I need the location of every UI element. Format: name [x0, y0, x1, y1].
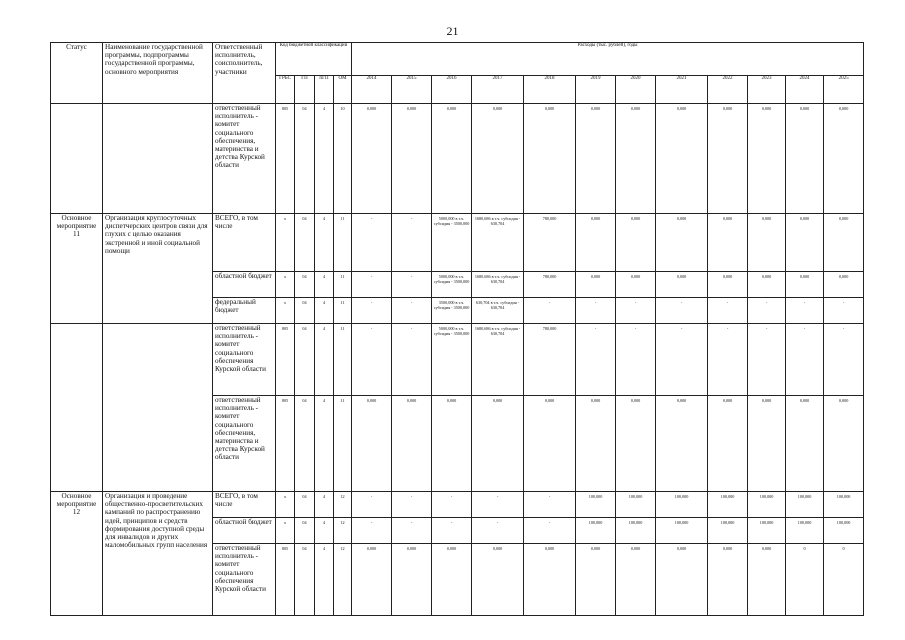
- cell-code: 04: [295, 518, 315, 544]
- cell-responsible: ВСЕГО, в том числе: [213, 214, 276, 272]
- cell-value: -: [352, 298, 392, 324]
- header-code: ОМ: [334, 75, 352, 103]
- cell-value: 0,000: [748, 396, 786, 492]
- cell-code: 4: [315, 544, 334, 616]
- cell-value: 0,000: [616, 396, 656, 492]
- cell-value: -: [432, 492, 472, 518]
- cell-code: 12: [334, 544, 352, 616]
- cell-value: 100,000: [748, 492, 786, 518]
- cell-value: 0,000: [616, 214, 656, 272]
- cell-value: 0,000: [616, 272, 656, 298]
- cell-responsible: ответственный исполнитель - комитет социального обеспечения, материнства и детства Курской области: [213, 104, 276, 214]
- cell-status: Основное мероприятие 11: [51, 214, 103, 324]
- cell-value: 100,000: [708, 492, 748, 518]
- cell-value: -: [392, 298, 432, 324]
- cell-value: -: [352, 492, 392, 518]
- cell-responsible: областной бюджет: [213, 518, 276, 544]
- cell-value: -: [524, 298, 576, 324]
- cell-value: 100,000: [616, 492, 656, 518]
- cell-value: 100,000: [576, 492, 616, 518]
- cell-value: 0,000: [748, 272, 786, 298]
- cell-value: 0,000: [708, 104, 748, 214]
- cell-code: 04: [295, 396, 315, 492]
- header-code: ГРБС: [276, 75, 295, 103]
- cell-code: 11: [334, 396, 352, 492]
- cell-value: 0,000: [472, 544, 524, 616]
- cell-value: 100,000: [616, 518, 656, 544]
- header-year: 2020: [616, 75, 656, 103]
- header-status: Статус: [51, 43, 103, 104]
- cell-value: -: [748, 324, 786, 396]
- header-year: 2016: [432, 75, 472, 103]
- cell-code: 04: [295, 214, 315, 272]
- cell-value: 0,000: [432, 396, 472, 492]
- cell-value: 0,000: [576, 272, 616, 298]
- cell-value: 5000,000 в т.ч. субсидия - 3500,000: [432, 272, 472, 298]
- cell-value: 100,000: [708, 518, 748, 544]
- cell-code: 04: [295, 272, 315, 298]
- cell-value: 780,000: [524, 272, 576, 298]
- cell-value: -: [708, 324, 748, 396]
- cell-code: 4: [315, 272, 334, 298]
- cell-name: Организация круглосуточных диспетчерских центров связи для глухих с целью оказания экстренной и иной социальной помощи: [103, 214, 213, 324]
- cell-value: 0,000: [824, 272, 864, 298]
- cell-code: х: [276, 518, 295, 544]
- cell-value: 0,000: [656, 396, 708, 492]
- table-row: [51, 324, 864, 396]
- cell-value: 0,000: [656, 104, 708, 214]
- cell-value: -: [656, 298, 708, 324]
- table-row: [51, 104, 864, 214]
- cell-value: 0,000: [708, 272, 748, 298]
- cell-code: 4: [315, 396, 334, 492]
- cell-code: 11: [334, 324, 352, 396]
- cell-value: 0,000: [708, 214, 748, 272]
- budget-table: [50, 42, 864, 616]
- cell-value: 0,000: [432, 544, 472, 616]
- cell-value: 0,000: [524, 544, 576, 616]
- cell-value: -: [352, 324, 392, 396]
- header-expenses: Расходы (тыс. рублей), годы: [352, 43, 864, 76]
- cell-responsible: федеральный бюджет: [213, 298, 276, 324]
- cell-code: 4: [315, 324, 334, 396]
- cell-code: 4: [315, 492, 334, 518]
- header-kbk: Код бюджетной классификации: [276, 43, 352, 76]
- header-year: 2025: [824, 75, 864, 103]
- cell-value: 0,000: [392, 396, 432, 492]
- cell-value: 1680,686 в т.ч. субсидия - 630,704: [472, 324, 524, 396]
- cell-value: 0,000: [748, 104, 786, 214]
- cell-code: 04: [295, 298, 315, 324]
- cell-value: 0,000: [656, 272, 708, 298]
- cell-value: 1680,686 в т.ч. субсидия - 630,704: [472, 272, 524, 298]
- cell-value: -: [786, 298, 824, 324]
- cell-value: 0,000: [786, 272, 824, 298]
- cell-value: 0,000: [524, 104, 576, 214]
- cell-value: 0,000: [576, 104, 616, 214]
- cell-value: 100,000: [786, 518, 824, 544]
- cell-code: 11: [334, 272, 352, 298]
- cell-value: -: [616, 324, 656, 396]
- cell-code: 12: [334, 492, 352, 518]
- cell-value: 0: [786, 544, 824, 616]
- cell-code: 4: [315, 518, 334, 544]
- cell-code: 12: [334, 518, 352, 544]
- cell-value: 780,000: [524, 324, 576, 396]
- cell-value: 0,000: [786, 104, 824, 214]
- cell-value: 0,000: [576, 544, 616, 616]
- cell-value: -: [392, 324, 432, 396]
- cell-code: 11: [334, 298, 352, 324]
- cell-value: -: [748, 298, 786, 324]
- cell-code: 805: [276, 324, 295, 396]
- cell-status: Основное мероприятие 12: [51, 492, 103, 616]
- cell-value: 100,000: [786, 492, 824, 518]
- cell-value: 3500,000 в т.ч. субсидия - 3500,000: [432, 298, 472, 324]
- cell-value: 0,000: [616, 544, 656, 616]
- header-year: 2024: [786, 75, 824, 103]
- cell-code: 04: [295, 544, 315, 616]
- table-body: [51, 104, 864, 616]
- cell-code: 10: [334, 104, 352, 214]
- cell-value: -: [616, 298, 656, 324]
- header-year: 2017: [472, 75, 524, 103]
- cell-value: 0,000: [656, 544, 708, 616]
- cell-value: -: [472, 518, 524, 544]
- header-year: 2018: [524, 75, 576, 103]
- cell-code: 4: [315, 104, 334, 214]
- cell-value: 0,000: [824, 396, 864, 492]
- cell-responsible: ответственный исполнитель - комитет социального обеспечения Курской области: [213, 544, 276, 616]
- cell-value: 0,000: [576, 396, 616, 492]
- cell-value: 0,000: [824, 214, 864, 272]
- cell-code: х: [276, 298, 295, 324]
- cell-status: [51, 324, 103, 492]
- cell-value: 0,000: [524, 396, 576, 492]
- cell-value: -: [392, 272, 432, 298]
- cell-value: -: [656, 324, 708, 396]
- cell-code: 805: [276, 104, 295, 214]
- cell-value: -: [524, 518, 576, 544]
- header-responsible: Ответственный исполнитель, соисполнитель, участники: [213, 43, 276, 104]
- cell-value: 0,000: [824, 104, 864, 214]
- cell-value: 1680,686 в т.ч. субсидия - 630,704: [472, 214, 524, 272]
- cell-value: 0,000: [748, 214, 786, 272]
- cell-code: 11: [334, 214, 352, 272]
- cell-value: 0,000: [786, 396, 824, 492]
- cell-value: 0,000: [432, 104, 472, 214]
- table-row: [51, 214, 864, 272]
- cell-value: -: [576, 298, 616, 324]
- header-year: 2022: [708, 75, 748, 103]
- cell-value: 5000,000 в т.ч. субсидия - 3500,000: [432, 324, 472, 396]
- cell-responsible: ответственный исполнитель - комитет социального обеспечения Курской области: [213, 324, 276, 396]
- cell-value: -: [786, 324, 824, 396]
- cell-value: 100,000: [656, 518, 708, 544]
- cell-value: -: [392, 492, 432, 518]
- header-year: 2015: [392, 75, 432, 103]
- cell-value: 780,000: [524, 214, 576, 272]
- cell-value: -: [352, 518, 392, 544]
- cell-code: х: [276, 492, 295, 518]
- cell-value: -: [392, 518, 432, 544]
- cell-name: [103, 324, 213, 492]
- cell-value: 0,000: [616, 104, 656, 214]
- header-year: 2019: [576, 75, 616, 103]
- cell-value: -: [472, 492, 524, 518]
- cell-code: 04: [295, 104, 315, 214]
- cell-value: -: [352, 214, 392, 272]
- cell-name: Организация и проведение общественно-просветительских кампаний по распространению идей, принципов и средств формирования доступной среды для инвалидов и других маломобильных групп населения: [103, 492, 213, 616]
- cell-value: 0,000: [352, 396, 392, 492]
- cell-value: -: [824, 298, 864, 324]
- cell-responsible: ВСЕГО, в том числе: [213, 492, 276, 518]
- cell-value: -: [392, 214, 432, 272]
- header-name: Наименование государственной программы, подпрограммы государственной программы, основного мероприятия: [103, 43, 213, 104]
- header-year: 2023: [748, 75, 786, 103]
- cell-value: 0,000: [748, 544, 786, 616]
- cell-code: 4: [315, 214, 334, 272]
- cell-value: -: [524, 492, 576, 518]
- page-number: 21: [446, 24, 459, 38]
- header-year: 2021: [656, 75, 708, 103]
- cell-value: 0,000: [392, 544, 432, 616]
- cell-value: -: [824, 324, 864, 396]
- cell-value: 5000,000 в т.ч. субсидия - 3500,000: [432, 214, 472, 272]
- cell-value: 0,000: [656, 214, 708, 272]
- cell-responsible: ответственный исполнитель - комитет социального обеспечения, материнства и детства Курской области: [213, 396, 276, 492]
- cell-status: [51, 104, 103, 214]
- cell-value: 0,000: [472, 396, 524, 492]
- cell-code: 4: [315, 298, 334, 324]
- header-year: 2014: [352, 75, 392, 103]
- cell-value: 0,000: [786, 214, 824, 272]
- cell-code: 04: [295, 324, 315, 396]
- cell-value: 100,000: [824, 492, 864, 518]
- cell-name: [103, 104, 213, 214]
- table-row: [51, 492, 864, 518]
- cell-value: 0: [824, 544, 864, 616]
- cell-value: -: [708, 298, 748, 324]
- cell-value: 100,000: [656, 492, 708, 518]
- cell-code: 04: [295, 492, 315, 518]
- cell-value: 0,000: [352, 104, 392, 214]
- cell-value: 100,000: [576, 518, 616, 544]
- cell-value: 0,000: [708, 544, 748, 616]
- cell-code: х: [276, 272, 295, 298]
- cell-value: 100,000: [748, 518, 786, 544]
- cell-responsible: областной бюджет: [213, 272, 276, 298]
- cell-value: 0,000: [472, 104, 524, 214]
- header-code: ГП: [295, 75, 315, 103]
- cell-code: 805: [276, 396, 295, 492]
- cell-value: -: [576, 324, 616, 396]
- cell-code: х: [276, 214, 295, 272]
- cell-value: -: [352, 272, 392, 298]
- cell-code: 805: [276, 544, 295, 616]
- cell-value: 0,000: [576, 214, 616, 272]
- cell-value: 0,000: [352, 544, 392, 616]
- cell-value: 630,704 в т.ч. субсидия - 630,704: [472, 298, 524, 324]
- header-code: пГП: [315, 75, 334, 103]
- cell-value: 100,000: [824, 518, 864, 544]
- cell-value: 0,000: [392, 104, 432, 214]
- cell-value: 0,000: [708, 396, 748, 492]
- cell-value: -: [432, 518, 472, 544]
